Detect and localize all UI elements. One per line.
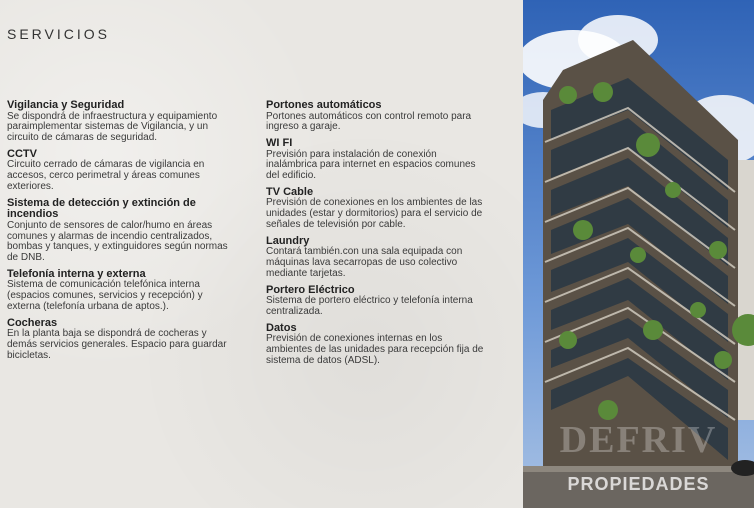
watermark-subtitle: PROPIEDADES xyxy=(567,474,710,494)
service-heading: Portones automáticos xyxy=(266,99,382,111)
service-item xyxy=(266,138,486,182)
service-item xyxy=(7,100,229,144)
services-right-column xyxy=(266,100,486,372)
service-description: Conjunto de sensores de calor/humo en áreas comunes y alarmas de incendio centralizados, bombas y tanques, y extinguidores según normas de DNB. xyxy=(7,219,228,264)
service-heading: Telefonía interna y externa xyxy=(7,267,146,280)
service-heading: Datos xyxy=(266,321,297,334)
building-rendering xyxy=(523,0,754,508)
service-item xyxy=(266,236,486,280)
service-heading: Vigilancia y Seguridad xyxy=(7,99,125,111)
service-item xyxy=(7,198,229,264)
service-description: Contará también.con una sala equipada con máquinas lava secarropas de uso colectivo mediante tarjetas. xyxy=(266,246,463,279)
service-item xyxy=(266,187,486,231)
service-description: Previsión de conexiones en los ambientes de las unidades (estar y dormitorios) para el servicio de señales de televisión por cable. xyxy=(266,197,483,231)
service-heading: Sistema de detección y extinción de incendios xyxy=(7,196,196,221)
service-description: En la planta baja se dispondrá de cocheras y demás servicios generales. Espacio para guardar bicicletas. xyxy=(7,328,227,361)
service-heading: Laundry xyxy=(266,234,310,247)
service-description: Previsión de conexiones internas en los ambientes de las unidades para recepción fija de sistema de datos (ADSL). xyxy=(266,333,484,366)
service-item xyxy=(7,269,229,313)
service-description: Sistema de portero eléctrico y telefonía interna centralizada. xyxy=(266,295,473,318)
service-item xyxy=(266,100,486,133)
service-description: Circuito cerrado de cámaras de vigilancia en accesos, cerco perimetral y áreas comunes exteriores. xyxy=(7,159,205,192)
service-item xyxy=(7,318,229,362)
service-description: Previsión para instalación de conexión inalámbrica para internet en espacios comunes del edificio. xyxy=(266,148,476,182)
service-heading: CCTV xyxy=(7,147,37,160)
service-description: Sistema de comunicación telefónica interna (espacios comunes, servicios y recepción) y externa (telefonía urbana de aptos.). xyxy=(7,279,203,313)
service-description: Se dispondrá de infraestructura y equipamiento paraimplementar sistemas de Vigilancia, y un circuito de cámaras de seguridad. xyxy=(7,110,218,144)
service-item xyxy=(266,323,486,367)
service-heading: WI FI xyxy=(266,137,293,150)
service-heading: Portero Eléctrico xyxy=(266,283,355,296)
page-title: SERVICIOS xyxy=(7,26,110,42)
service-heading: Cocheras xyxy=(7,316,58,329)
service-item xyxy=(7,149,229,193)
service-description: Portones automáticos con control remoto para ingreso a garaje. xyxy=(266,110,472,133)
service-item xyxy=(266,285,486,318)
watermark-brand: DEFRIV xyxy=(559,419,718,461)
services-left-column xyxy=(7,100,229,367)
service-heading: TV Cable xyxy=(266,185,314,198)
